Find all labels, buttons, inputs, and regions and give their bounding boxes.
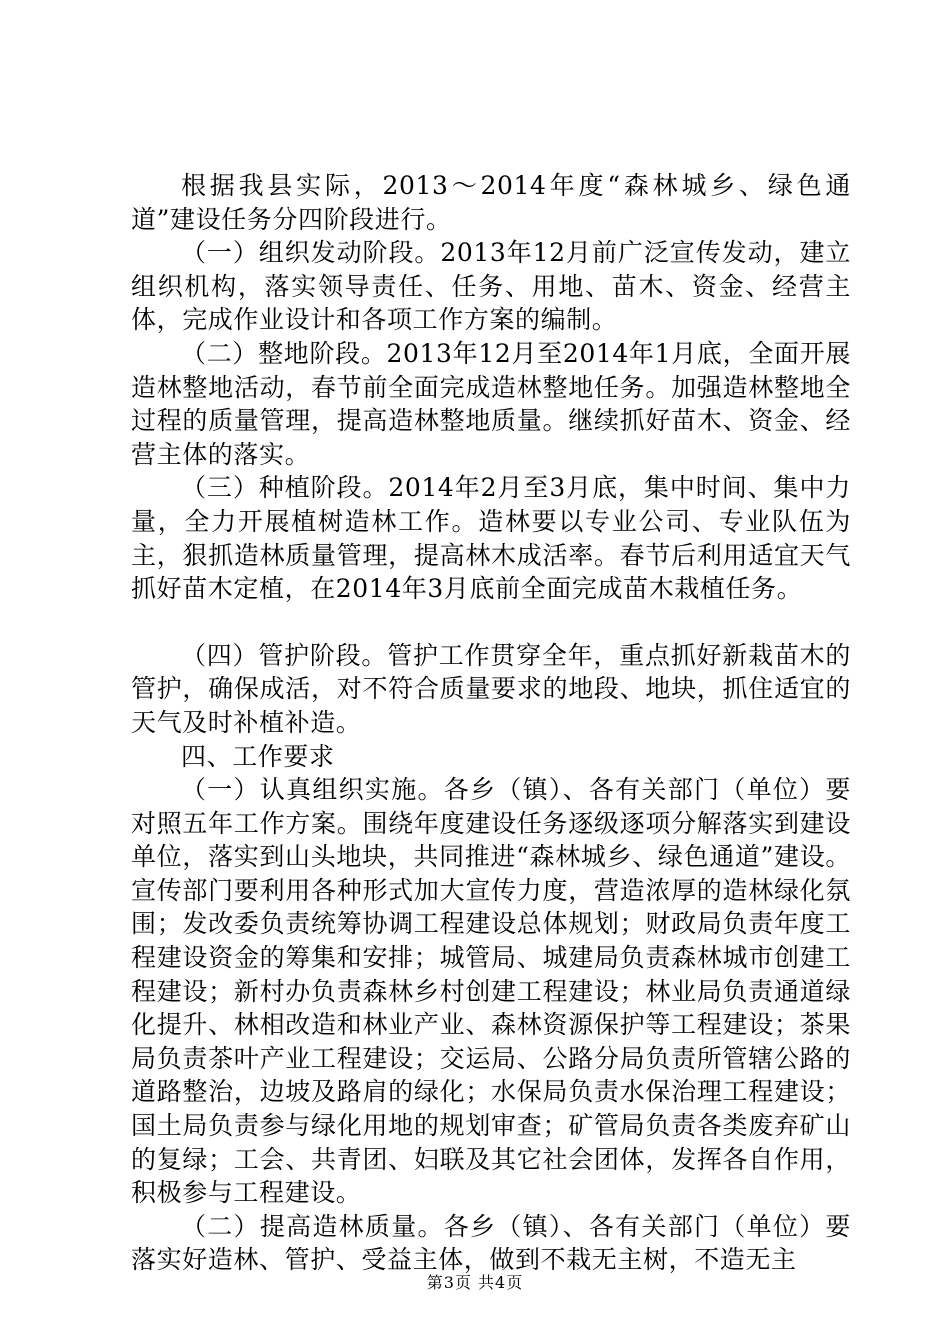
- document-body: [131, 169, 851, 1277]
- paragraph-requirement-2: （二）提高造林质量。各乡（镇）、各有关部门（单位）要落实好造林、管护、受益主体，做到不栽无主树，不造无主: [131, 1211, 851, 1275]
- paragraph-requirement-1: （一）认真组织实施。各乡（镇）、各有关部门（单位）要对照五年工作方案。围绕年度建设任务逐级逐项分解落实到建设单位，落实到山头地块，共同推进“森林城乡、绿色通道”建设。宣传部门要利用各种形式加大宣传力度，营造浓厚的造林绿化氛围；发改委负责统筹协调工程建设总体规划；财政局负责年度工程建设资金的筹集和安排；城管局、城建局负责森林城市创建工程建设；新村办负责森林乡村创建工程建设；林业局负责通道绿化提升、林相改造和林业产业、森林资源保护等工程建设；茶果局负责茶叶产业工程建设；交运局、公路分局负责所管辖公路的道路整治，边坡及路肩的绿化；水保局负责水保治理工程建设；国土局负责参与绿化用地的规划审查；矿管局负责各类废弃矿山的复绿；工会、共青团、妇联及其它社会团体，发挥各自作用，积极参与工程建设。: [131, 775, 851, 1208]
- paragraph-stage-3: （三）种植阶段。2014年2月至3月底，集中时间、集中力量，全力开展植树造林工作。造林要以专业公司、专业队伍为主，狠抓造林质量管理，提高林木成活率。春节后利用适宜天气抓好苗木定植，在2014年3月底前全面完成苗木栽植任务。: [131, 473, 851, 604]
- paragraph-intro: 根据我县实际，2013～2014年度“森林城乡、绿色通道”建设任务分四阶段进行。: [131, 171, 851, 234]
- section-heading: 四、工作要求: [181, 741, 335, 771]
- paragraph-stage-2: （二）整地阶段。2013年12月至2014年1月底，全面开展造林整地活动，春节前全面完成造林整地任务。加强造林整地全过程的质量管理，提高造林整地质量。继续抓好苗木、资金、经营主体的落实。: [131, 338, 851, 469]
- paragraph-gap: [131, 606, 851, 639]
- paragraph-stage-1: （一）组织发动阶段。2013年12月前广泛宣传发动，建立组织机构，落实领导责任、任务、用地、苗木、资金、经营主体，完成作业设计和各项工作方案的编制。: [131, 238, 851, 335]
- paragraph-stage-4: （四）管护阶段。管护工作贯穿全年，重点抓好新栽苗木的管护，确保成活，对不符合质量要求的地段、地块，抓住适宜的天气及时补植补造。: [131, 640, 851, 737]
- page-footer: 第3页 共4页: [426, 1273, 524, 1292]
